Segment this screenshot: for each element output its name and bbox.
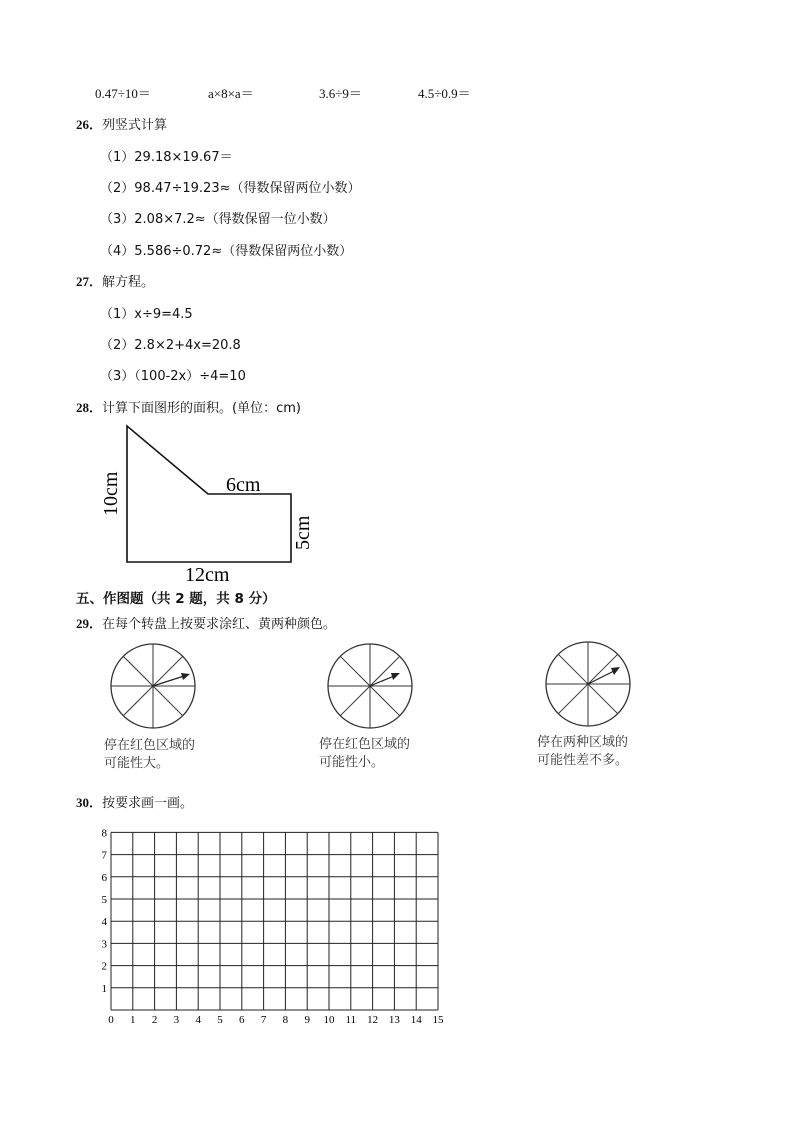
spinner-1-caption (104, 737, 195, 773)
figure-outline (127, 426, 291, 562)
grid-labels (102, 827, 445, 1026)
q29-heading (76, 613, 336, 632)
y-tick-8: 8 (101, 827, 107, 840)
q26-item-2: （2）98.47÷19.23≈（得数保留两位小数） (100, 181, 361, 196)
spinner-2 (327, 643, 417, 729)
q27-heading (76, 271, 154, 290)
q29-title: 在每个转盘上按要求涂红、黄两种颜色。 (102, 617, 337, 632)
q28-title: 计算下面图形的面积。(单位：cm) (102, 401, 301, 416)
q30-number: 30． (76, 795, 103, 810)
q30-title: 按要求画一画。 (102, 796, 194, 811)
q27-number: 27． (76, 274, 103, 289)
section-5-heading: 五、作图题（共 2 题，共 8 分） (76, 591, 276, 607)
q27-item-2: （2）2.8×2+4x=20.8 (100, 338, 241, 353)
spinner-2-disc (328, 644, 412, 728)
x-tick-1: 1 (130, 1014, 136, 1026)
x-tick-12: 12 (367, 1014, 379, 1026)
q26-heading (76, 114, 167, 133)
spinner-3 (545, 641, 635, 727)
q27-title: 解方程。 (102, 275, 155, 290)
y-tick-2: 2 (101, 960, 107, 973)
q30-heading (76, 792, 193, 811)
expr-3: 3.6÷9＝ (319, 86, 362, 101)
x-tick-2: 2 (151, 1014, 158, 1026)
x-tick-11: 11 (345, 1014, 357, 1026)
y-tick-5: 5 (101, 894, 107, 906)
x-tick-4: 4 (195, 1014, 201, 1026)
q26-item-4: （4）5.586÷0.72≈（得数保留两位小数） (100, 244, 353, 259)
y-tick-7: 7 (101, 849, 107, 862)
spinner-1-caption-line1: 停在红色区域的 (104, 738, 196, 753)
y-tick-4: 4 (101, 916, 107, 929)
label-10cm: 10cm (100, 471, 122, 516)
x-tick-10: 10 (323, 1014, 335, 1026)
spinner-3-caption-line2: 可能性差不多。 (537, 753, 629, 768)
q28-heading (76, 397, 301, 416)
x-tick-8: 8 (282, 1014, 289, 1026)
x-tick-6: 6 (239, 1014, 245, 1026)
spinner-3-caption-line1: 停在两种区域的 (537, 735, 629, 750)
label-6cm: 6cm (226, 474, 261, 496)
x-tick-13: 13 (388, 1014, 400, 1026)
spinner-3-disc (546, 642, 630, 726)
expr-1: 0.47÷10＝ (95, 86, 151, 101)
x-tick-0: 0 (108, 1014, 114, 1026)
spinner-1 (110, 643, 200, 729)
spinner-2-caption-line2: 可能性小。 (319, 755, 385, 770)
area-figure (90, 418, 330, 588)
spinner-1-disc (111, 644, 195, 728)
expr-2: a×8×a＝ (208, 86, 254, 101)
label-5cm: 5cm (292, 515, 314, 550)
spinner-1-caption-line2: 可能性大。 (104, 756, 170, 771)
q27-item-1: （1）x÷9=4.5 (100, 307, 193, 322)
spinner-3-caption (537, 734, 628, 770)
q26-number: 26． (76, 117, 103, 132)
q27-item-3: （3）（100-2x）÷4=10 (100, 369, 246, 384)
x-tick-15: 15 (432, 1014, 444, 1026)
x-tick-3: 3 (173, 1014, 180, 1026)
q26-item-1: （1）29.18×19.67＝ (100, 150, 233, 165)
y-tick-1: 1 (101, 982, 107, 995)
q26-title: 列竖式计算 (102, 118, 168, 133)
q26-item-3: （3）2.08×7.2≈（得数保留一位小数） (100, 212, 336, 227)
expr-4: 4.5÷0.9＝ (418, 86, 471, 101)
spinner-2-caption (319, 736, 410, 772)
coordinate-grid (96, 820, 456, 1030)
x-tick-9: 9 (304, 1014, 310, 1026)
y-tick-3: 3 (101, 938, 107, 951)
spinner-2-caption-line1: 停在红色区域的 (319, 737, 411, 752)
x-tick-7: 7 (260, 1014, 267, 1026)
label-12cm: 12cm (185, 564, 230, 586)
q28-number: 28． (76, 400, 103, 415)
y-tick-6: 6 (101, 871, 107, 884)
x-tick-14: 14 (410, 1014, 422, 1026)
q29-number: 29． (76, 616, 103, 631)
x-tick-5: 5 (217, 1014, 223, 1026)
grid-lines (111, 832, 438, 1010)
